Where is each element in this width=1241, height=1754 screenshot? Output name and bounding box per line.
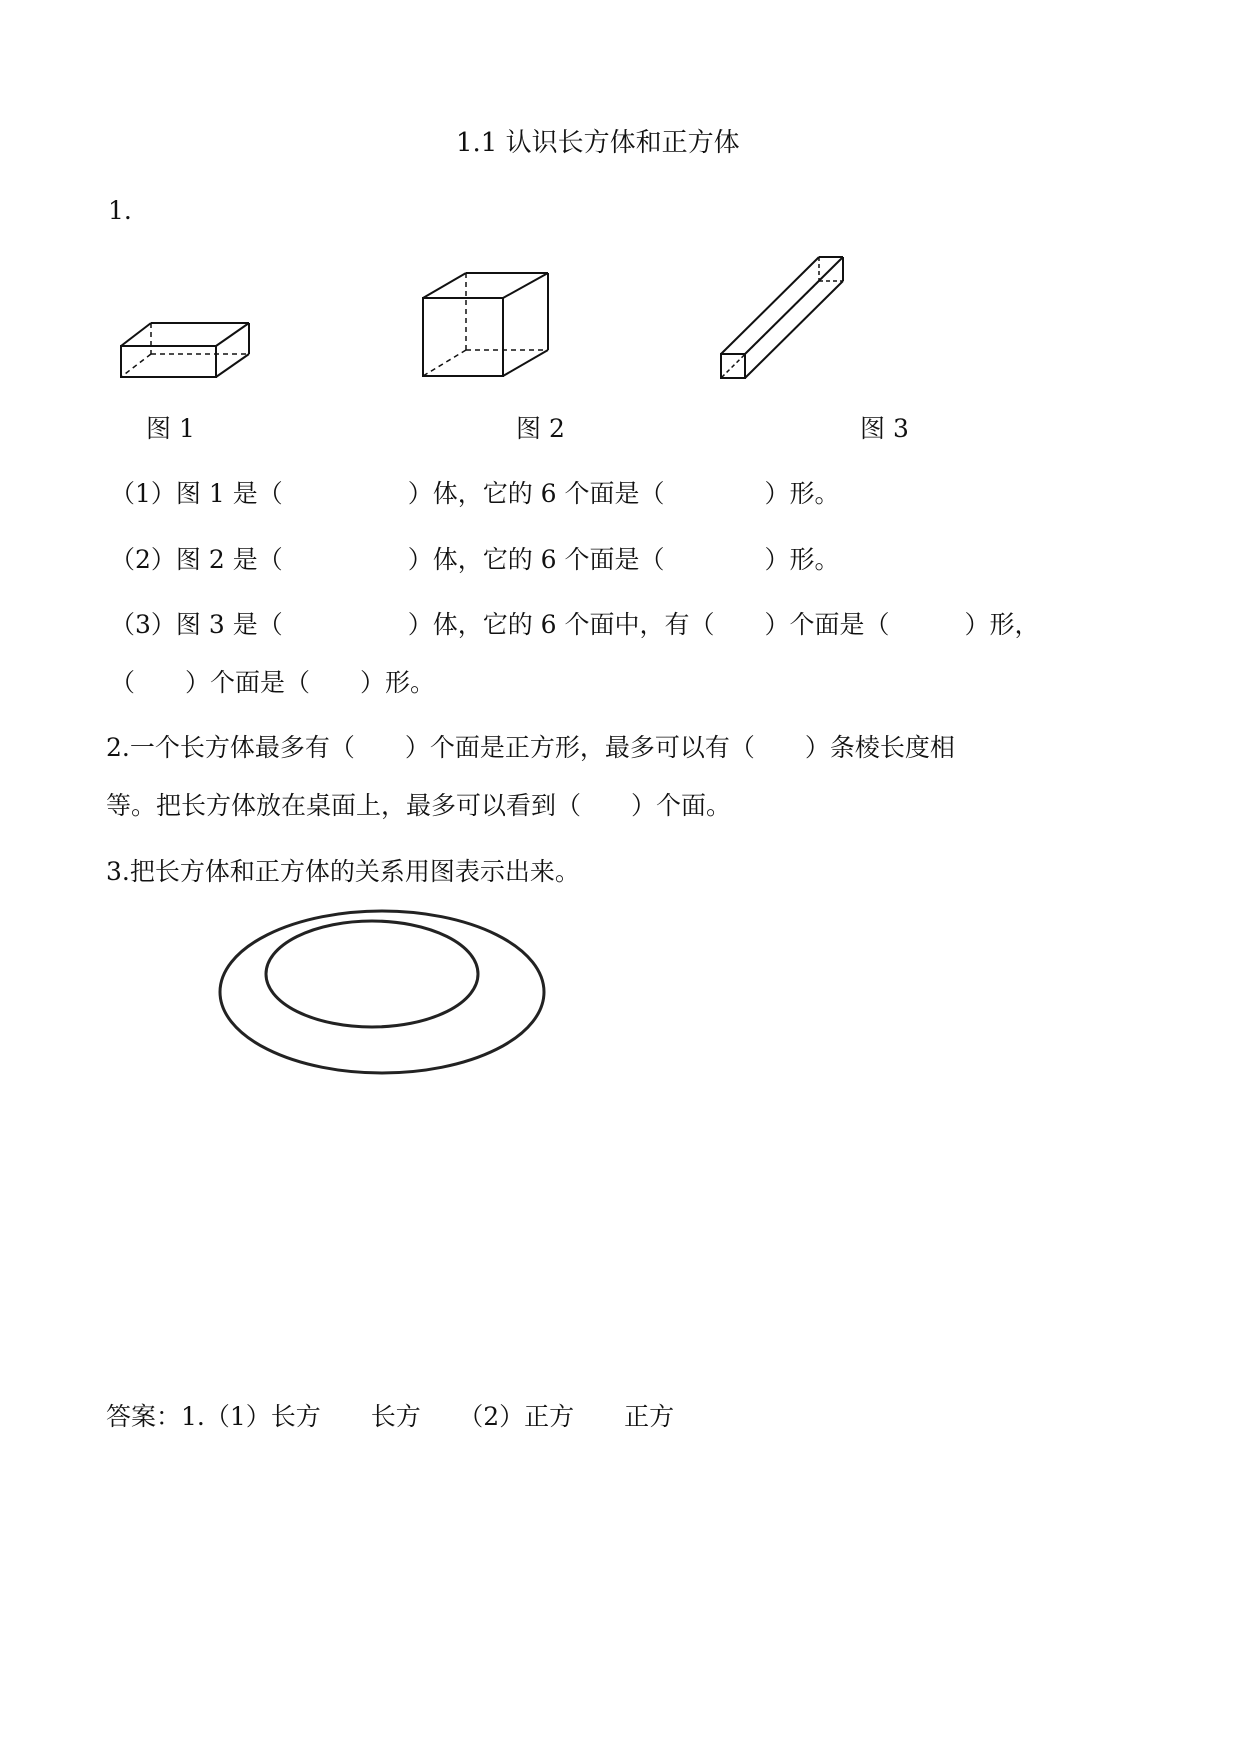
- page-title: 1.1 认识长方体和正方体: [456, 128, 740, 158]
- figure-2-label: 图 2: [516, 414, 565, 443]
- question-2-line-2: 等。把长方体放在桌面上，最多可以看到（ ）个面。: [106, 791, 732, 820]
- cuboid-icon: [118, 320, 254, 382]
- answer-text: 答案：1.（1）长方 长方 （2）正方 正方: [106, 1402, 675, 1431]
- question-1-number: 1.: [108, 196, 132, 225]
- question-1-part-2: （2）图 2 是（ ）体，它的 6 个面是（ ）形。: [110, 545, 840, 574]
- question-1-part-1: （1）图 1 是（ ）体，它的 6 个面是（ ）形。: [110, 479, 840, 508]
- cube-icon: [420, 270, 552, 380]
- question-1-part-3-continued: （ ）个面是（ ）形。: [110, 668, 436, 697]
- question-3-text: 3.把长方体和正方体的关系用图表示出来。: [106, 857, 580, 886]
- nested-ellipses-icon: [216, 904, 552, 1080]
- figure-3-label: 图 3: [860, 414, 909, 443]
- square-prism-icon: [718, 254, 850, 382]
- question-1-part-3: （3）图 3 是（ ）体，它的 6 个面中，有（ ）个面是（ ）形，: [110, 610, 1040, 639]
- figure-1-label: 图 1: [146, 414, 195, 443]
- question-2-line-1: 2.一个长方体最多有（ ）个面是正方形，最多可以有（ ）条棱长度相: [106, 733, 955, 762]
